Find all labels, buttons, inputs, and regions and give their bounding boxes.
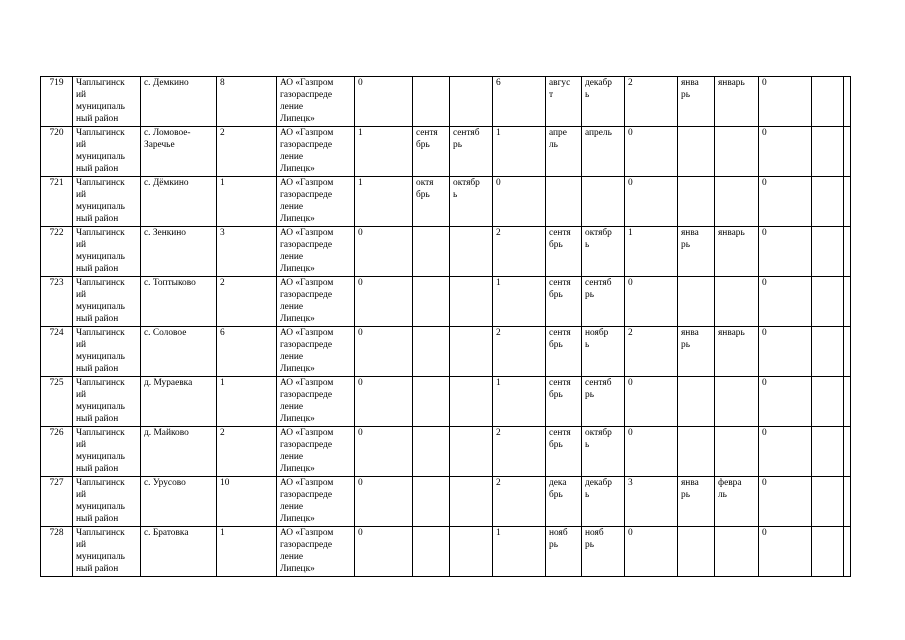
table-cell bbox=[715, 377, 759, 427]
table-cell bbox=[413, 527, 450, 577]
table-cell: апре ль bbox=[546, 127, 582, 177]
table-cell bbox=[812, 127, 844, 177]
table-cell: с. Топтыково bbox=[141, 277, 217, 327]
table-cell bbox=[844, 327, 851, 377]
table-cell bbox=[413, 327, 450, 377]
table-cell bbox=[413, 427, 450, 477]
table-cell bbox=[812, 177, 844, 227]
table-cell bbox=[678, 127, 715, 177]
table-cell: октябр ь bbox=[582, 427, 625, 477]
table-row bbox=[41, 127, 851, 177]
table-cell: феврa ль bbox=[715, 477, 759, 527]
table-cell: 6 bbox=[493, 77, 546, 127]
table-row bbox=[41, 427, 851, 477]
table-cell bbox=[413, 277, 450, 327]
table-cell: 0 bbox=[759, 77, 812, 127]
table-cell bbox=[450, 227, 493, 277]
table-row bbox=[41, 377, 851, 427]
table-cell: 2 bbox=[493, 477, 546, 527]
table-row bbox=[41, 177, 851, 227]
table-cell bbox=[844, 127, 851, 177]
row-number-cell: 726 bbox=[41, 427, 73, 477]
table-cell: АО «Газпром газораспреде ление Липецк» bbox=[277, 427, 355, 477]
table-cell bbox=[812, 527, 844, 577]
table-cell: 1 bbox=[625, 227, 678, 277]
table-cell: АО «Газпром газораспреде ление Липецк» bbox=[277, 527, 355, 577]
table-cell: Чаплыгинск ий муниципаль ный район bbox=[73, 377, 141, 427]
table-cell: с. Соловое bbox=[141, 327, 217, 377]
table-cell: сентя брь bbox=[546, 427, 582, 477]
table-cell: 3 bbox=[217, 227, 277, 277]
table-cell: 6 bbox=[217, 327, 277, 377]
table-cell: Чаплыгинск ий муниципаль ный район bbox=[73, 77, 141, 127]
table-cell bbox=[450, 277, 493, 327]
table-cell: АО «Газпром газораспреде ление Липецк» bbox=[277, 127, 355, 177]
table-cell: 1 bbox=[217, 527, 277, 577]
table-cell bbox=[844, 477, 851, 527]
table-cell: 2 bbox=[217, 127, 277, 177]
table-cell bbox=[413, 227, 450, 277]
table-cell bbox=[413, 477, 450, 527]
table-cell bbox=[715, 277, 759, 327]
table-cell: д. Мураевка bbox=[141, 377, 217, 427]
table-cell bbox=[450, 377, 493, 427]
table-cell: Чаплыгинск ий муниципаль ный район bbox=[73, 177, 141, 227]
table-cell bbox=[812, 77, 844, 127]
table-cell: 2 bbox=[625, 327, 678, 377]
table-cell: Чаплыгинск ий муниципаль ный район bbox=[73, 477, 141, 527]
table-cell: сентя брь bbox=[413, 127, 450, 177]
table-cell: 2 bbox=[625, 77, 678, 127]
table-cell bbox=[844, 177, 851, 227]
table-cell bbox=[812, 327, 844, 377]
table-cell: с. Дёмкино bbox=[141, 177, 217, 227]
row-number-cell: 725 bbox=[41, 377, 73, 427]
table-cell: АО «Газпром газораспреде ление Липецк» bbox=[277, 277, 355, 327]
table-cell bbox=[812, 227, 844, 277]
table-cell bbox=[678, 277, 715, 327]
table-cell: сентя брь bbox=[546, 277, 582, 327]
table-cell: 0 bbox=[625, 127, 678, 177]
table-cell: 0 bbox=[493, 177, 546, 227]
table-cell: 0 bbox=[625, 377, 678, 427]
table-cell: 0 bbox=[355, 277, 413, 327]
table-row bbox=[41, 277, 851, 327]
table-cell bbox=[844, 377, 851, 427]
table-cell: 1 bbox=[493, 127, 546, 177]
table-cell: сентяб рь bbox=[582, 277, 625, 327]
table-cell: 0 bbox=[355, 327, 413, 377]
table-cell: янва рь bbox=[678, 77, 715, 127]
table-row bbox=[41, 527, 851, 577]
table-cell: Чаплыгинск ий муниципаль ный район bbox=[73, 227, 141, 277]
table-cell: январь bbox=[715, 227, 759, 277]
table-body bbox=[41, 77, 851, 577]
table-cell bbox=[844, 427, 851, 477]
table-cell bbox=[812, 427, 844, 477]
table-cell bbox=[582, 177, 625, 227]
table-cell: 0 bbox=[355, 427, 413, 477]
table-cell: АО «Газпром газораспреде ление Липецк» bbox=[277, 177, 355, 227]
table-cell: с. Братовка bbox=[141, 527, 217, 577]
table-cell: нояб рь bbox=[582, 527, 625, 577]
table-cell: декабр ь bbox=[582, 77, 625, 127]
table-cell: янва рь bbox=[678, 477, 715, 527]
table-cell: 1 bbox=[355, 127, 413, 177]
row-number-cell: 722 bbox=[41, 227, 73, 277]
table-cell: с. Зенкино bbox=[141, 227, 217, 277]
table-cell: 0 bbox=[355, 77, 413, 127]
table-cell: Чаплыгинск ий муниципаль ный район bbox=[73, 327, 141, 377]
table-cell: с. Урусово bbox=[141, 477, 217, 527]
table-cell: январь bbox=[715, 327, 759, 377]
table-cell: 8 bbox=[217, 77, 277, 127]
table-cell: янва рь bbox=[678, 227, 715, 277]
table-row bbox=[41, 477, 851, 527]
table-cell: авгус т bbox=[546, 77, 582, 127]
table-cell: 1 bbox=[493, 277, 546, 327]
table-cell: сентя брь bbox=[546, 327, 582, 377]
table-cell: ноябр ь bbox=[582, 327, 625, 377]
table-cell: АО «Газпром газораспреде ление Липецк» bbox=[277, 377, 355, 427]
table-cell: 1 bbox=[217, 377, 277, 427]
table-cell: 3 bbox=[625, 477, 678, 527]
table-cell bbox=[678, 427, 715, 477]
row-number-cell: 721 bbox=[41, 177, 73, 227]
row-number-cell: 720 bbox=[41, 127, 73, 177]
table-cell: 2 bbox=[493, 227, 546, 277]
table-cell bbox=[844, 77, 851, 127]
table-cell: сентяб рь bbox=[450, 127, 493, 177]
table-cell bbox=[715, 427, 759, 477]
table-cell: с. Ломовое- Заречье bbox=[141, 127, 217, 177]
table-cell: 0 bbox=[759, 377, 812, 427]
table-cell bbox=[546, 177, 582, 227]
table-cell bbox=[715, 127, 759, 177]
table-cell: 0 bbox=[625, 277, 678, 327]
table-cell: 10 bbox=[217, 477, 277, 527]
table-cell bbox=[678, 527, 715, 577]
table-cell: дека брь bbox=[546, 477, 582, 527]
table-cell: 0 bbox=[625, 427, 678, 477]
table-row bbox=[41, 227, 851, 277]
row-number-cell: 723 bbox=[41, 277, 73, 327]
table-cell bbox=[844, 277, 851, 327]
table-cell: Чаплыгинск ий муниципаль ный район bbox=[73, 527, 141, 577]
table-cell: АО «Газпром газораспреде ление Липецк» bbox=[277, 77, 355, 127]
table-cell: 0 bbox=[759, 277, 812, 327]
table-cell: 1 bbox=[493, 377, 546, 427]
table-cell: сентяб рь bbox=[582, 377, 625, 427]
table-cell: 0 bbox=[355, 477, 413, 527]
table-cell: 2 bbox=[217, 427, 277, 477]
table-cell: 2 bbox=[493, 327, 546, 377]
table-cell: сентя брь bbox=[546, 377, 582, 427]
table-cell bbox=[715, 177, 759, 227]
table-cell: сентя брь bbox=[546, 227, 582, 277]
table-cell: АО «Газпром газораспреде ление Липецк» bbox=[277, 477, 355, 527]
table-cell bbox=[413, 77, 450, 127]
table-cell: 0 bbox=[759, 477, 812, 527]
table-cell: 0 bbox=[759, 327, 812, 377]
table-cell: 0 bbox=[759, 427, 812, 477]
table-cell bbox=[812, 277, 844, 327]
table-cell: АО «Газпром газораспреде ление Липецк» bbox=[277, 227, 355, 277]
table-cell: янва рь bbox=[678, 327, 715, 377]
table-cell bbox=[450, 527, 493, 577]
gasification-table bbox=[40, 76, 851, 577]
table-cell: нояб рь bbox=[546, 527, 582, 577]
table-row bbox=[41, 77, 851, 127]
table-cell bbox=[678, 177, 715, 227]
table-cell: Чаплыгинск ий муниципаль ный район bbox=[73, 277, 141, 327]
table-cell bbox=[450, 327, 493, 377]
table-cell: октябр ь bbox=[450, 177, 493, 227]
table-cell: апрель bbox=[582, 127, 625, 177]
table-cell: 0 bbox=[625, 527, 678, 577]
row-number-cell: 728 bbox=[41, 527, 73, 577]
table-cell: 0 bbox=[759, 227, 812, 277]
table-cell: АО «Газпром газораспреде ление Липецк» bbox=[277, 327, 355, 377]
table-cell: д. Майково bbox=[141, 427, 217, 477]
table-cell: 0 bbox=[355, 527, 413, 577]
table-cell: 0 bbox=[625, 177, 678, 227]
table-cell bbox=[678, 377, 715, 427]
table-cell bbox=[812, 477, 844, 527]
table-cell bbox=[450, 77, 493, 127]
table-row bbox=[41, 327, 851, 377]
table-cell: октябр ь bbox=[582, 227, 625, 277]
table-cell: 2 bbox=[217, 277, 277, 327]
table-cell: октя брь bbox=[413, 177, 450, 227]
table-cell bbox=[715, 527, 759, 577]
table-cell: 0 bbox=[759, 127, 812, 177]
table-cell: 0 bbox=[759, 527, 812, 577]
table-cell: 1 bbox=[355, 177, 413, 227]
table-cell bbox=[844, 527, 851, 577]
table-cell: 1 bbox=[217, 177, 277, 227]
table-cell: 2 bbox=[493, 427, 546, 477]
row-number-cell: 727 bbox=[41, 477, 73, 527]
row-number-cell: 719 bbox=[41, 77, 73, 127]
table-cell: 0 bbox=[355, 227, 413, 277]
table-cell: Чаплыгинск ий муниципаль ный район bbox=[73, 427, 141, 477]
table-cell: Чаплыгинск ий муниципаль ный район bbox=[73, 127, 141, 177]
table-cell bbox=[450, 427, 493, 477]
table-cell bbox=[450, 477, 493, 527]
row-number-cell: 724 bbox=[41, 327, 73, 377]
table-cell: с. Демкино bbox=[141, 77, 217, 127]
table-cell: 0 bbox=[759, 177, 812, 227]
table-cell: январь bbox=[715, 77, 759, 127]
table-cell bbox=[844, 227, 851, 277]
table-cell: 0 bbox=[355, 377, 413, 427]
table-cell: 1 bbox=[493, 527, 546, 577]
table-cell bbox=[413, 377, 450, 427]
table-cell bbox=[812, 377, 844, 427]
table-cell: декабр ь bbox=[582, 477, 625, 527]
